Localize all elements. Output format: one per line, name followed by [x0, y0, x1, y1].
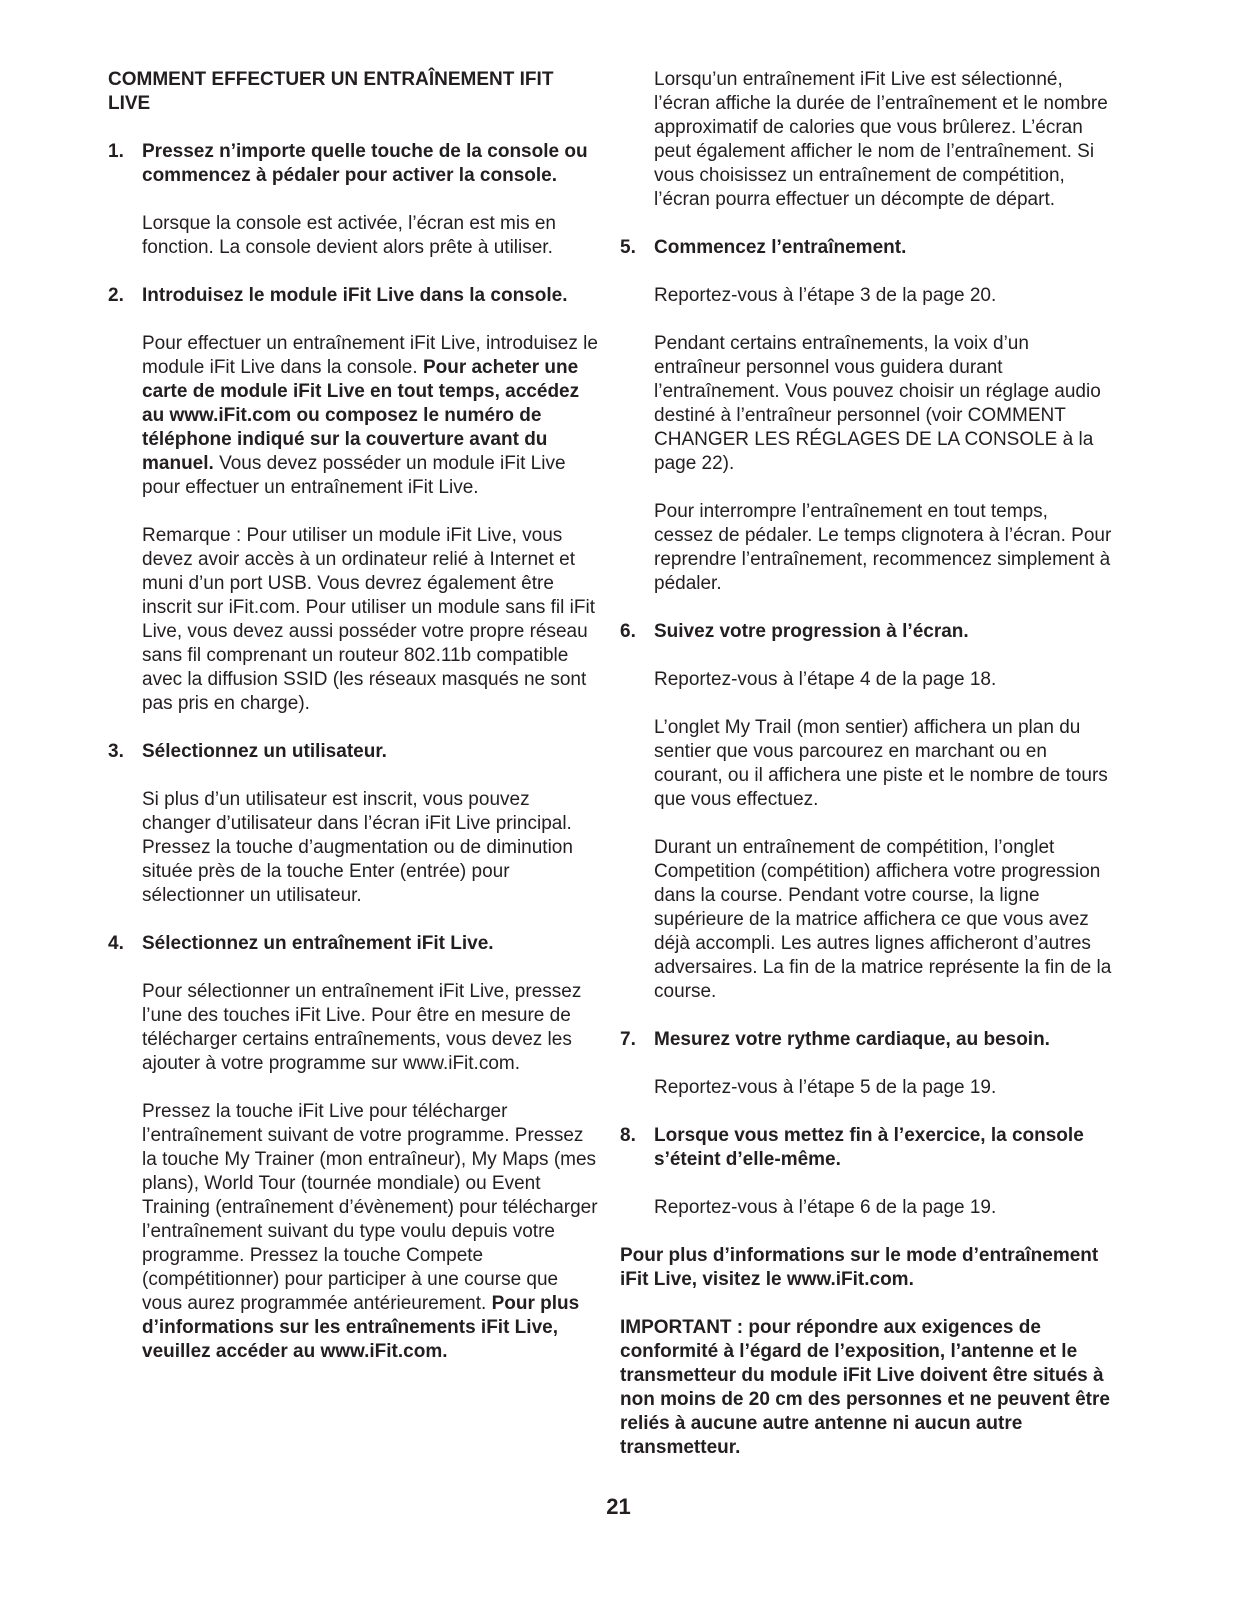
step-title: Lorsque vous mettez fin à l’exercice, la console s’éteint d’elle-même.	[654, 1125, 1084, 1170]
step-1-paragraph: Lorsque la console est activée, l’écran est mis en fonction. La console devient alors prête à utiliser.	[142, 213, 556, 258]
right-column	[620, 68, 1112, 1484]
step-4-paragraph-3: Lorsqu’un entraînement iFit Live est sélectionné, l’écran affiche la durée de l’entraînement et le nombre approximatif de calories que vous brûlerez. L’écran peut également afficher le nom de l’entraînement. Si vous choisissez un entraînement de compétition, l’écran pourra effectuer un décompte de départ.	[654, 69, 1108, 210]
step-8-paragraph: Reportez-vous à l’étape 6 de la page 19.	[654, 1197, 997, 1218]
step-title: Sélectionnez un utilisateur.	[142, 741, 387, 762]
step-5-paragraph-2: Pendant certains entraînements, la voix d’un entraîneur personnel vous guidera durant l’entraînement. Vous pouvez choisir un réglage audio destiné à l’entraîneur personnel (voir COMMENT CHANGER LES RÉGLAGES DE LA CONSOLE à la page 22).	[654, 333, 1101, 474]
step-5-paragraph: Reportez-vous à l’étape 3 de la page 20.	[654, 285, 997, 306]
paragraph-text: Vous devez posséder un module iFit Live pour effectuer un entraînement iFit Live.	[142, 453, 566, 498]
step-3-heading	[108, 740, 600, 764]
step-4-paragraph-2	[142, 1100, 600, 1364]
step-number: 4.	[108, 933, 124, 954]
step-5-paragraph-3: Pour interrompre l’entraînement en tout temps, cessez de pédaler. Le temps clignotera à l’écran. Pour reprendre l’entraînement, recommencez simplement à pédaler.	[654, 501, 1112, 594]
step-1-heading	[108, 140, 600, 188]
step-number: 2.	[108, 285, 124, 306]
important-notice: IMPORTANT : pour répondre aux exigences de conformité à l’égard de l’exposition, l’antenne et le transmetteur du module iFit Live doivent être situés à non moins de 20 cm des personnes et ne peuvent être reliés à aucune autre antenne ni aucun autre transmetteur.	[620, 1317, 1110, 1458]
purchase-note: Pour acheter une carte de module iFit Live en tout temps, accédez au www.iFit.com ou composez le numéro de téléphone indiqué sur la couverture avant du manuel.	[142, 357, 580, 474]
step-4-heading	[108, 932, 600, 956]
step-title: Mesurez votre rythme cardiaque, au besoin.	[654, 1029, 1050, 1050]
step-title: Sélectionnez un entraînement iFit Live.	[142, 933, 494, 954]
step-2-heading	[108, 284, 600, 308]
more-info-paragraph: Pour plus d’informations sur le mode d’entraînement iFit Live, visitez le www.iFit.com.	[620, 1245, 1099, 1290]
step-7-paragraph: Reportez-vous à l’étape 5 de la page 19.	[654, 1077, 997, 1098]
step-title: Commencez l’entraînement.	[654, 237, 907, 258]
step-6-heading	[620, 620, 1112, 644]
step-8-heading	[620, 1124, 1112, 1172]
paragraph-text: Pressez la touche iFit Live pour télécharger l’entraînement suivant de votre programme. Pressez la touche My Trainer (mon entraîneur), My Maps (mes plans), World Tour (tournée mondiale) ou Event Training (entraînement d’évènement) pour télécharger l’entraînement suivant du type voulu depuis votre programme. Pressez la touche Compete (compétitionner) pour participer à une course que vous aurez programmée antérieurement.	[142, 1101, 598, 1314]
step-number: 1.	[108, 141, 124, 162]
step-number: 6.	[620, 621, 636, 642]
step-2-paragraph	[142, 332, 600, 500]
left-column	[108, 68, 600, 1388]
step-3-paragraph: Si plus d’un utilisateur est inscrit, vous pouvez changer d’utilisateur dans l’écran iFit Live principal. Pressez la touche d’augmentation ou de diminution située près de la touche Enter (entrée) pour sélectionner un utilisateur.	[142, 789, 573, 906]
step-number: 8.	[620, 1125, 636, 1146]
step-number: 5.	[620, 237, 636, 258]
step-title: Pressez n’importe quelle touche de la console ou commencez à pédaler pour activer la console.	[142, 141, 588, 186]
step-5-heading	[620, 236, 1112, 260]
step-2-remark: Remarque : Pour utiliser un module iFit Live, vous devez avoir accès à un ordinateur relié à Internet et muni d’un port USB. Vous devrez également être inscrit sur iFit.com. Pour utiliser un module sans fil iFit Live, vous devez aussi posséder votre propre réseau sans fil comprenant un routeur 802.11b compatible avec la diffusion SSID (les réseaux masqués ne sont pas pris en charge).	[142, 525, 595, 714]
step-6-paragraph: Reportez-vous à l’étape 4 de la page 18.	[654, 669, 997, 690]
paragraph-text: Pour effectuer un entraînement iFit Live, introduisez le module iFit Live dans la console.	[142, 333, 598, 378]
step-4-paragraph: Pour sélectionner un entraînement iFit Live, pressez l’une des touches iFit Live. Pour être en mesure de télécharger certains entraînements, vous devez les ajouter à votre programme sur www.iFit.com.	[142, 981, 582, 1074]
section-heading: COMMENT EFFECTUER UN ENTRAÎNEMENT IFIT LIVE	[108, 69, 554, 114]
step-6-paragraph-2: L’onglet My Trail (mon sentier) affichera un plan du sentier que vous parcourez en marchant ou en courant, ou il affichera une piste et le nombre de tours que vous effectuez.	[654, 717, 1108, 810]
step-6-paragraph-3: Durant un entraînement de compétition, l’onglet Competition (compétition) affichera votre progression dans la course. Pendant votre course, la ligne supérieure de la matrice affichera ce que vous avez déjà accompli. Les autres lignes afficheront d’autres adversaires. La fin de la matrice représente la fin de la course.	[654, 837, 1112, 1002]
step-title: Introduisez le module iFit Live dans la console.	[142, 285, 568, 306]
step-number: 3.	[108, 741, 124, 762]
more-info-note: Pour plus d’informations sur les entraînements iFit Live, veuillez accéder au www.iFit.com.	[142, 1293, 580, 1362]
step-number: 7.	[620, 1029, 636, 1050]
page-number: 21	[606, 1494, 631, 1519]
step-title: Suivez votre progression à l’écran.	[654, 621, 969, 642]
step-7-heading	[620, 1028, 1112, 1052]
